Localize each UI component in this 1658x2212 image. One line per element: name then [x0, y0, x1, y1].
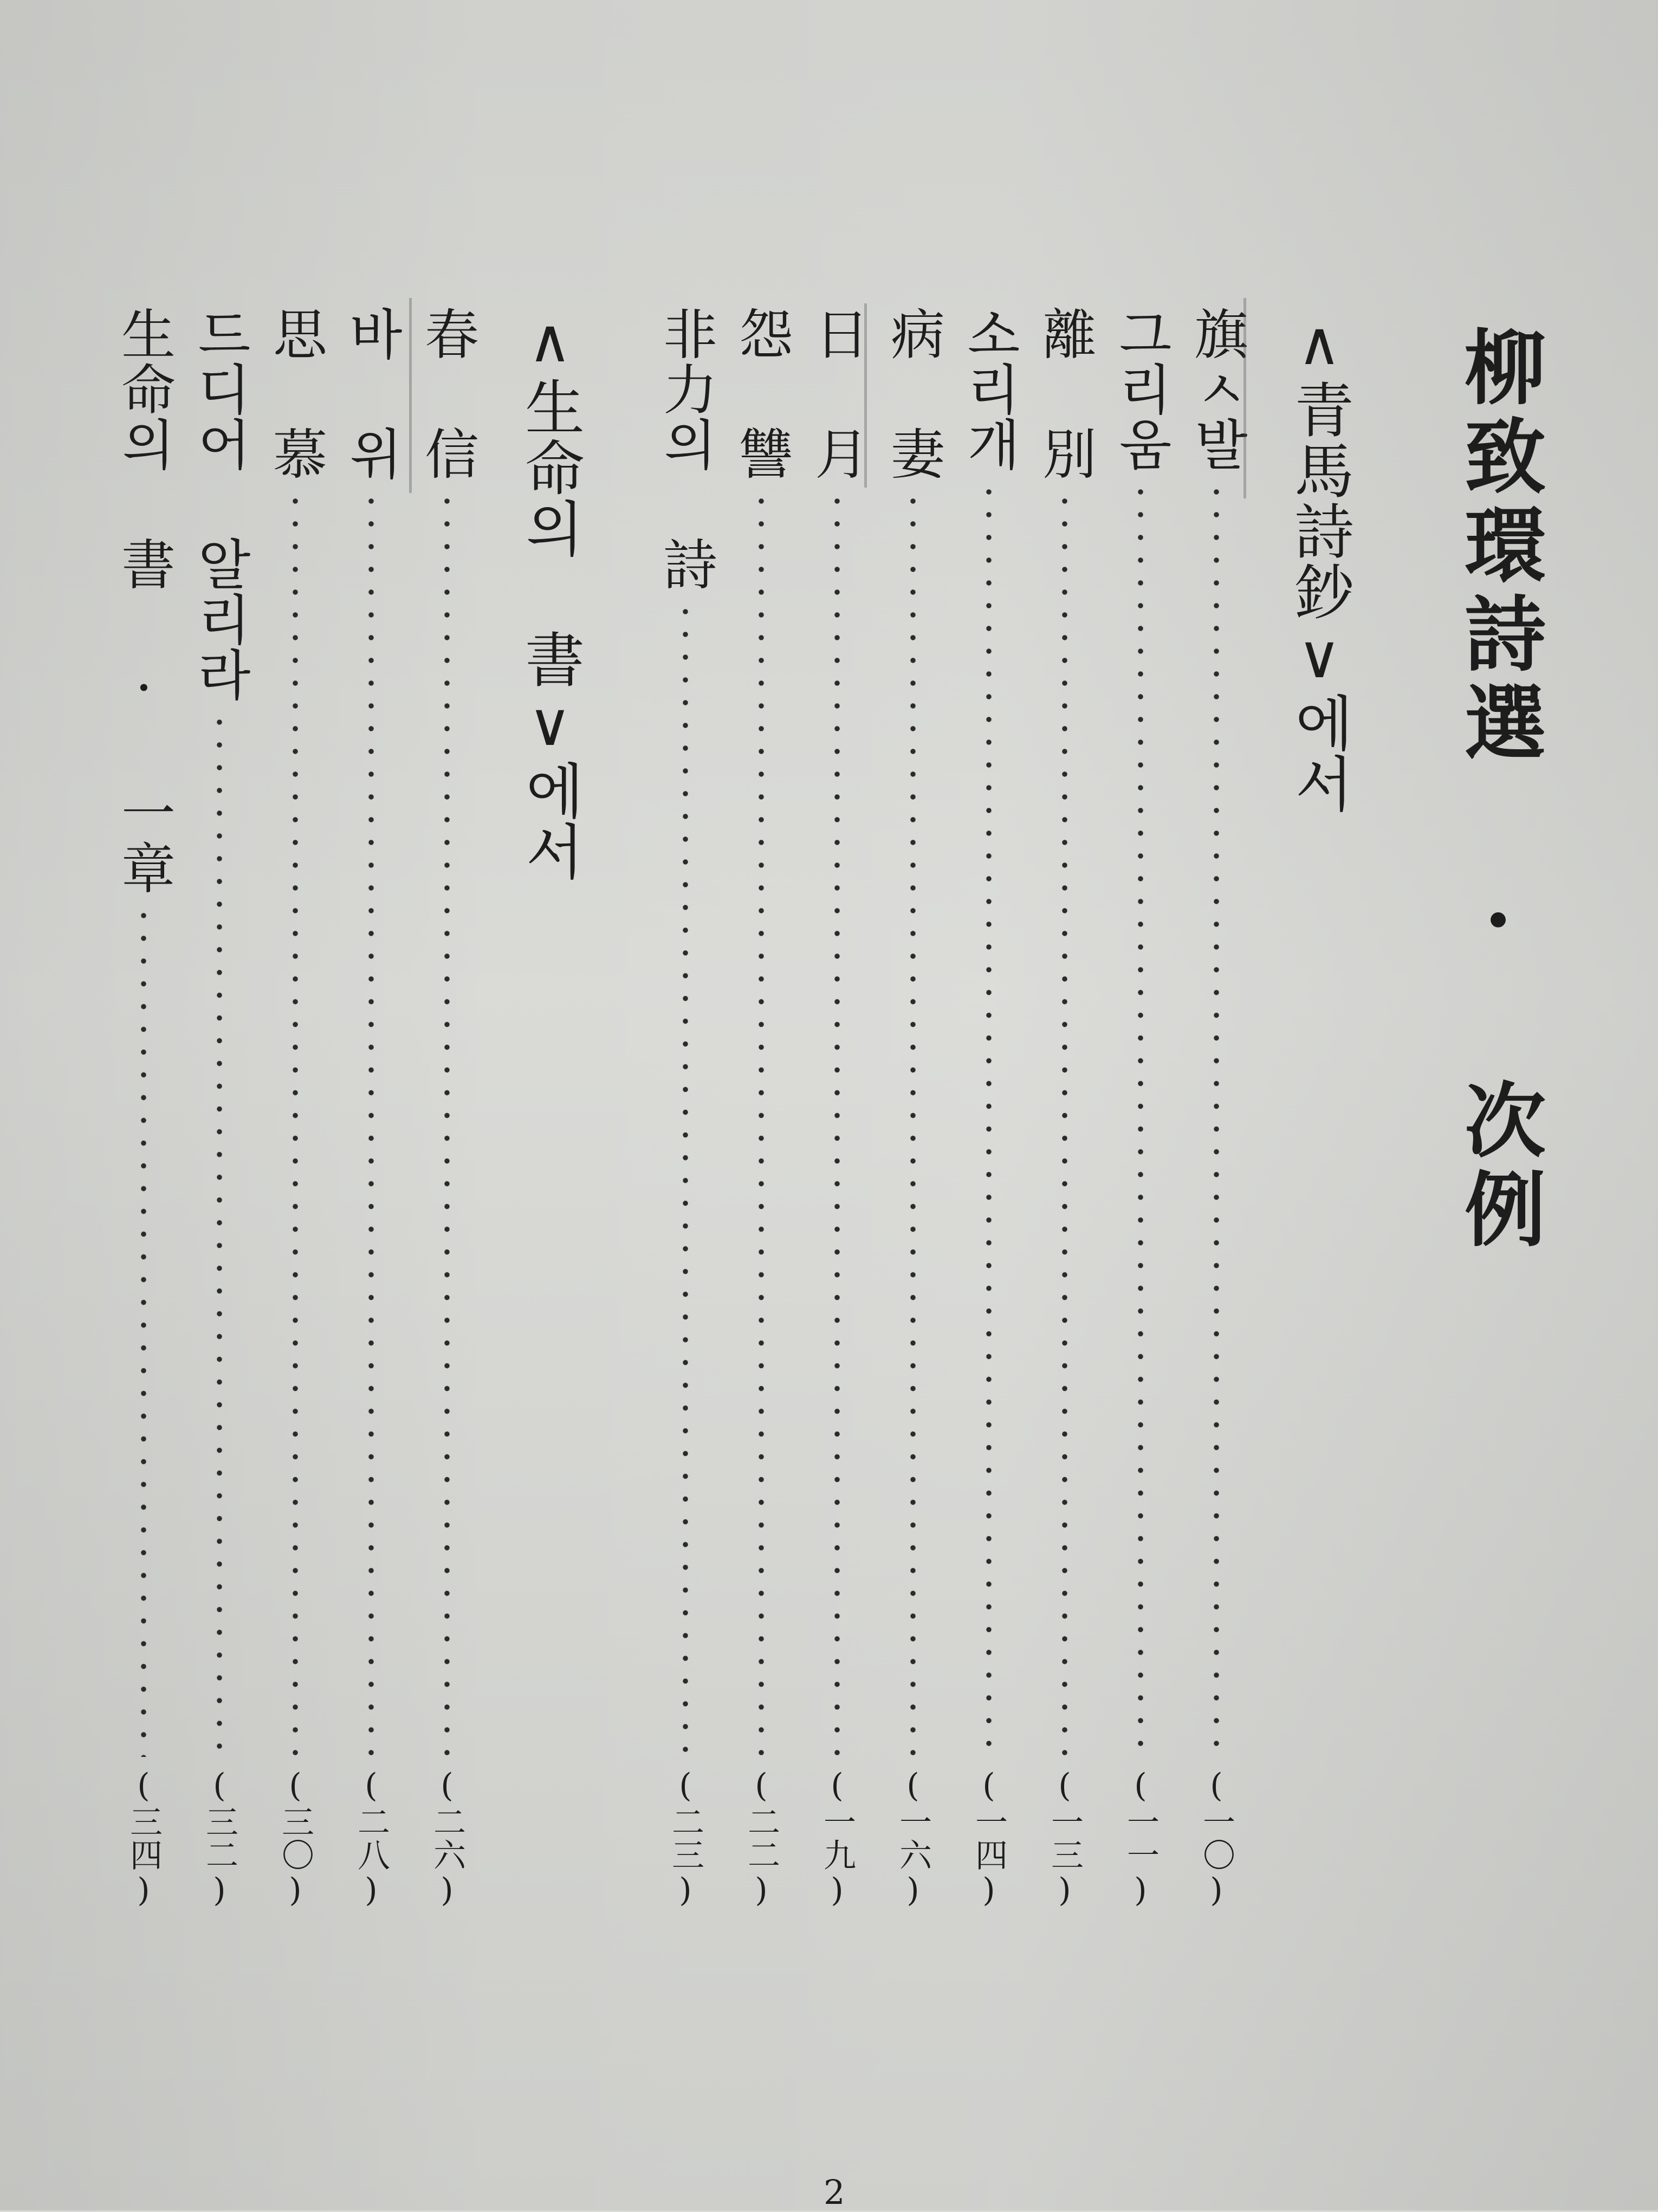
toc-entry-page: (三〇)	[276, 1767, 314, 1910]
dot-leader	[757, 490, 765, 1757]
toc-entry-page: (一〇)	[1197, 1767, 1235, 1910]
toc-entry	[263, 306, 328, 1910]
toc-entry-title: 日 月	[806, 306, 869, 481]
toc-entry	[805, 306, 870, 1910]
toc-entry-title: 非力의 詩	[654, 306, 717, 592]
section-heading-saengmyeong: ∧生命의 書∨에서	[515, 306, 585, 881]
toc-entry-page: (一四)	[970, 1767, 1008, 1910]
toc-entry	[339, 306, 404, 1910]
toc-entry	[1032, 306, 1097, 1910]
toc-entry-page: (二三)	[666, 1767, 704, 1910]
toc-entry-page: (三四)	[125, 1767, 163, 1910]
dot-leader	[1213, 481, 1220, 1757]
toc-entry	[880, 306, 945, 1910]
toc-entry-title: 思 慕	[264, 306, 327, 481]
dot-leader	[985, 481, 993, 1757]
toc-entry-title: 病 妻	[882, 306, 945, 481]
toc-entry-title: 그리움	[1109, 306, 1173, 472]
toc-entry	[1108, 306, 1173, 1910]
toc-entry-page: (二六)	[428, 1767, 466, 1910]
dot-leader	[909, 490, 917, 1757]
dot-leader	[443, 490, 451, 1757]
toc-entry	[111, 306, 176, 1910]
toc-entry-title: 生命의 書 · 一章	[112, 306, 176, 896]
page-number: 2	[824, 2172, 845, 2212]
toc-entry-title: 離 別	[1033, 306, 1097, 481]
toc-entry-page: (二二)	[742, 1767, 780, 1910]
dot-leader	[1061, 490, 1068, 1757]
pencil-mark	[409, 298, 412, 493]
pencil-mark	[1244, 298, 1246, 498]
pencil-mark	[864, 303, 867, 488]
toc-entry	[1184, 306, 1249, 1910]
toc-entry-page: (三二)	[200, 1767, 238, 1910]
toc-entry-title: 소리개	[957, 306, 1021, 472]
section-heading-cheongma: ∧青馬詩鈔∨에서	[1285, 309, 1354, 814]
dot-leader	[140, 904, 147, 1757]
toc-entry-page: (一三)	[1046, 1767, 1084, 1910]
toc-entry	[187, 306, 252, 1910]
toc-entry-page: (二八)	[352, 1767, 390, 1910]
toc-entry-title: 旗ㅅ발	[1185, 306, 1248, 472]
dot-leader	[682, 600, 689, 1757]
page-title: 柳致環詩選 · 次例	[1450, 325, 1546, 1256]
dot-leader	[367, 490, 375, 1757]
toc-entry-page: (一六)	[894, 1767, 932, 1910]
toc-entry	[414, 306, 480, 1910]
dot-leader	[1137, 481, 1144, 1757]
toc-entry-title: 바 위	[340, 306, 403, 481]
toc-entry-title: 春 信	[416, 306, 479, 481]
dot-leader	[292, 490, 299, 1757]
toc-entry	[653, 306, 718, 1910]
dot-leader	[216, 711, 223, 1757]
toc-entry-page: (一九)	[818, 1767, 856, 1910]
toc-entry-page: (一一)	[1122, 1767, 1160, 1910]
toc-entry	[956, 306, 1021, 1910]
toc-entry-title: 怨 讐	[730, 306, 793, 481]
dot-leader	[833, 490, 841, 1757]
toc-entry	[729, 306, 794, 1910]
toc-entry-title: 드디어 알리라	[188, 306, 251, 702]
